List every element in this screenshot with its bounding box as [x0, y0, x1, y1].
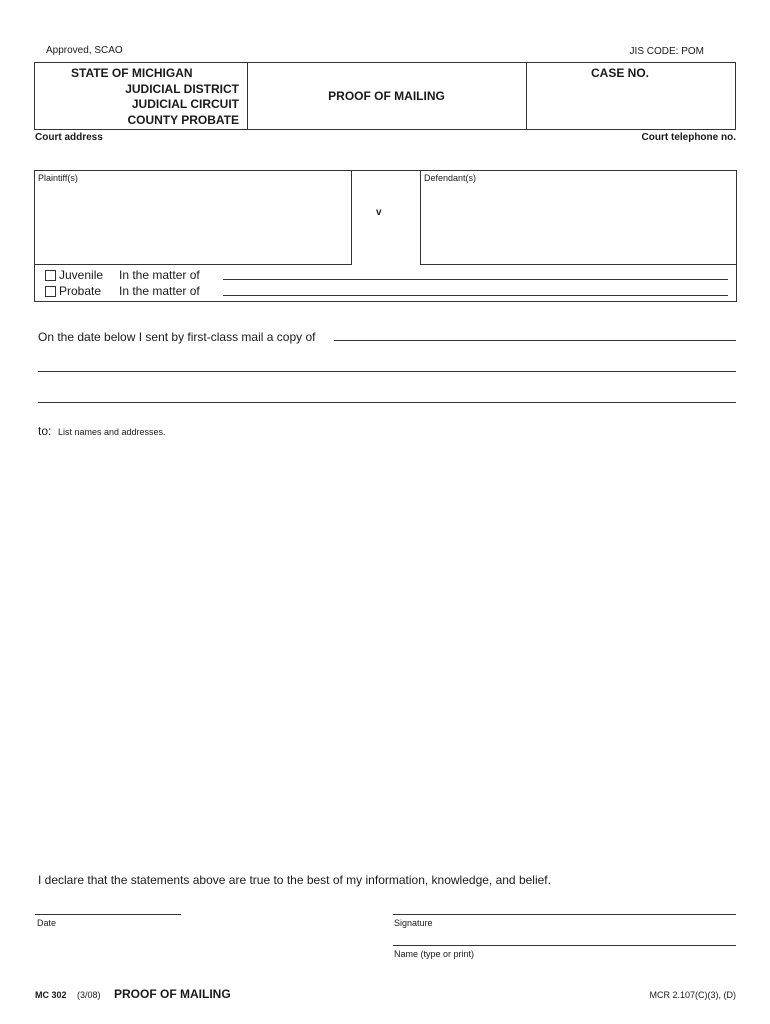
signature-label: Signature — [394, 918, 433, 928]
case-number-field[interactable] — [526, 63, 735, 129]
plaintiff-label: Plaintiff(s) — [38, 173, 78, 183]
juvenile-matter-line[interactable] — [223, 279, 728, 280]
name-label: Name (type or print) — [394, 949, 475, 959]
juvenile-checkbox[interactable] — [45, 270, 56, 281]
signature-line[interactable] — [393, 914, 736, 915]
caption-header — [34, 62, 736, 130]
parties-box — [34, 170, 737, 302]
juvenile-matter-label: In the matter of — [119, 268, 200, 282]
juvenile-label: Juvenile — [59, 268, 104, 282]
judicial-circuit-label: JUDICIAL CIRCUIT — [131, 97, 239, 111]
court-rule-citation: MCR 2.107(C)(3), (D) — [649, 990, 736, 1000]
court-telephone-label: Court telephone no. — [641, 132, 736, 143]
versus-label: v — [376, 207, 382, 218]
probate-matter-label: In the matter of — [119, 284, 200, 298]
court-name-cell — [35, 63, 248, 129]
document-copy-line-1[interactable] — [334, 340, 736, 341]
judicial-district-label: JUDICIAL DISTRICT — [125, 82, 239, 96]
probate-label: Probate — [59, 284, 102, 298]
document-copy-line-3[interactable] — [38, 402, 736, 403]
sent-statement: On the date below I sent by first-class mail a copy of — [38, 330, 316, 344]
form-number: MC 302 — [35, 990, 67, 1000]
probate-matter-row — [45, 283, 736, 298]
defendant-field[interactable] — [420, 171, 736, 265]
probate-matter-line[interactable] — [223, 295, 728, 296]
plaintiff-field[interactable] — [35, 171, 352, 265]
names-addresses-hint: List names and addresses. — [58, 427, 166, 437]
form-title: PROOF OF MAILING — [328, 89, 445, 103]
footer-title: PROOF OF MAILING — [114, 987, 231, 1001]
to-label: to: — [38, 424, 52, 438]
juvenile-matter-row — [45, 267, 736, 282]
defendant-label: Defendant(s) — [424, 173, 477, 183]
name-line[interactable] — [393, 945, 736, 946]
court-address-label: Court address — [35, 132, 103, 143]
case-number-label: CASE NO. — [590, 66, 649, 80]
county-probate-label: COUNTY PROBATE — [127, 113, 239, 127]
form-revision: (3/08) — [77, 990, 101, 1000]
date-label: Date — [37, 918, 57, 928]
form-title-cell — [247, 63, 527, 129]
approved-scao: Approved, SCAO — [46, 45, 123, 56]
jis-code: JIS CODE: POM — [629, 46, 704, 57]
document-copy-line-2[interactable] — [38, 371, 736, 372]
names-addresses-area[interactable] — [38, 444, 736, 854]
probate-checkbox[interactable] — [45, 286, 56, 297]
date-line[interactable] — [35, 914, 181, 915]
declaration-statement: I declare that the statements above are true to the best of my information, knowledge, and belief. — [38, 873, 551, 887]
state-title: STATE OF MICHIGAN — [71, 66, 193, 80]
